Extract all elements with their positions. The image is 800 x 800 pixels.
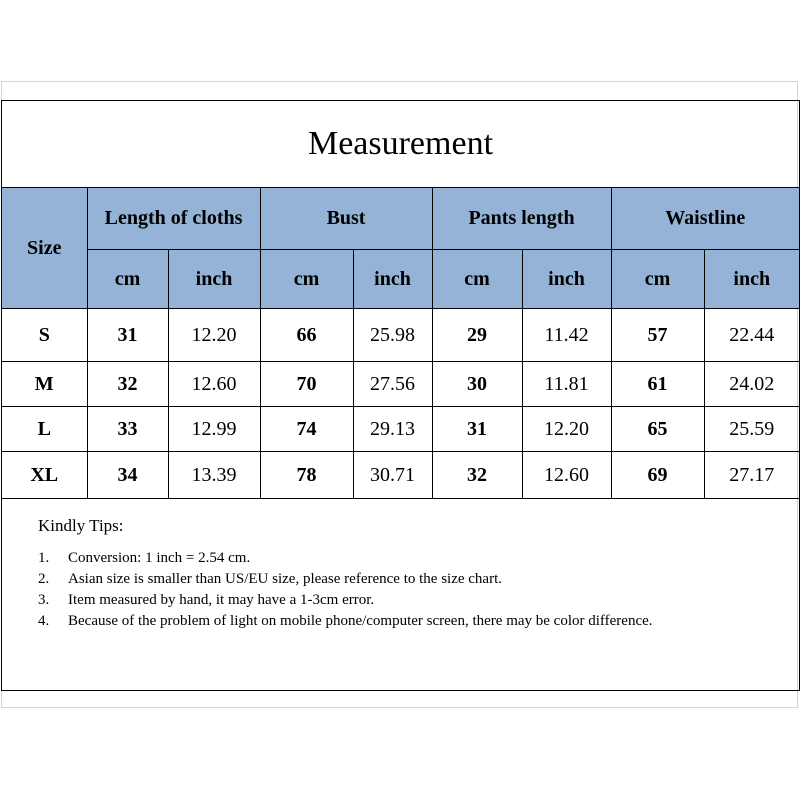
value-cell: 74 — [260, 407, 353, 452]
unit-header: cm — [260, 250, 353, 309]
value-cell: 12.20 — [522, 407, 611, 452]
group-header-length: Length of cloths — [87, 188, 260, 250]
value-cell: 11.81 — [522, 362, 611, 407]
unit-header: inch — [353, 250, 432, 309]
table-row — [2, 362, 799, 407]
value-cell: 27.56 — [353, 362, 432, 407]
value-cell: 27.17 — [704, 452, 799, 499]
value-cell: 12.60 — [522, 452, 611, 499]
unit-header: cm — [432, 250, 522, 309]
tip-number: 3. — [38, 592, 50, 608]
unit-header: inch — [704, 250, 799, 309]
size-header: Size — [2, 188, 87, 309]
value-cell: 12.60 — [168, 362, 260, 407]
tip-number: 4. — [38, 613, 50, 629]
value-cell: 61 — [611, 362, 704, 407]
kindly-tips — [38, 515, 778, 632]
value-cell: 31 — [432, 407, 522, 452]
value-cell: 66 — [260, 309, 353, 362]
size-cell: S — [2, 309, 87, 362]
header-row-units — [2, 250, 799, 309]
size-cell: XL — [2, 452, 87, 499]
value-cell: 29 — [432, 309, 522, 362]
tips-list — [38, 548, 778, 632]
tip-text: Because of the problem of light on mobile phone/computer screen, there may be color difference. — [68, 613, 653, 629]
page-title: Measurement — [2, 101, 799, 188]
value-cell: 11.42 — [522, 309, 611, 362]
size-cell: L — [2, 407, 87, 452]
tip-text: Item measured by hand, it may have a 1-3cm error. — [68, 592, 375, 608]
value-cell: 22.44 — [704, 309, 799, 362]
list-item — [38, 611, 778, 632]
unit-header: cm — [87, 250, 168, 309]
group-header-pants-length: Pants length — [432, 188, 611, 250]
value-cell: 25.59 — [704, 407, 799, 452]
header-row-groups — [2, 188, 799, 250]
value-cell: 33 — [87, 407, 168, 452]
list-item — [38, 569, 778, 590]
value-cell: 65 — [611, 407, 704, 452]
list-item — [38, 590, 778, 611]
value-cell: 57 — [611, 309, 704, 362]
value-cell: 32 — [87, 362, 168, 407]
value-cell: 30.71 — [353, 452, 432, 499]
value-cell: 34 — [87, 452, 168, 499]
tip-number: 1. — [38, 550, 50, 566]
tip-number: 2. — [38, 571, 50, 587]
value-cell: 30 — [432, 362, 522, 407]
list-item — [38, 548, 778, 569]
measurement-sheet — [1, 100, 800, 691]
value-cell: 69 — [611, 452, 704, 499]
tips-heading: Kindly Tips: — [38, 516, 124, 535]
value-cell: 70 — [260, 362, 353, 407]
size-chart-table — [2, 187, 799, 499]
unit-header: inch — [522, 250, 611, 309]
value-cell: 13.39 — [168, 452, 260, 499]
value-cell: 25.98 — [353, 309, 432, 362]
table-row — [2, 309, 799, 362]
size-cell: M — [2, 362, 87, 407]
unit-header: inch — [168, 250, 260, 309]
value-cell: 12.99 — [168, 407, 260, 452]
value-cell: 12.20 — [168, 309, 260, 362]
table-row — [2, 407, 799, 452]
tip-text: Asian size is smaller than US/EU size, please reference to the size chart. — [68, 571, 502, 587]
tip-text: Conversion: 1 inch = 2.54 cm. — [68, 550, 251, 566]
group-header-waistline: Waistline — [611, 188, 799, 250]
table-row — [2, 452, 799, 499]
unit-header: cm — [611, 250, 704, 309]
value-cell: 32 — [432, 452, 522, 499]
value-cell: 29.13 — [353, 407, 432, 452]
group-header-bust: Bust — [260, 188, 432, 250]
value-cell: 31 — [87, 309, 168, 362]
value-cell: 24.02 — [704, 362, 799, 407]
value-cell: 78 — [260, 452, 353, 499]
